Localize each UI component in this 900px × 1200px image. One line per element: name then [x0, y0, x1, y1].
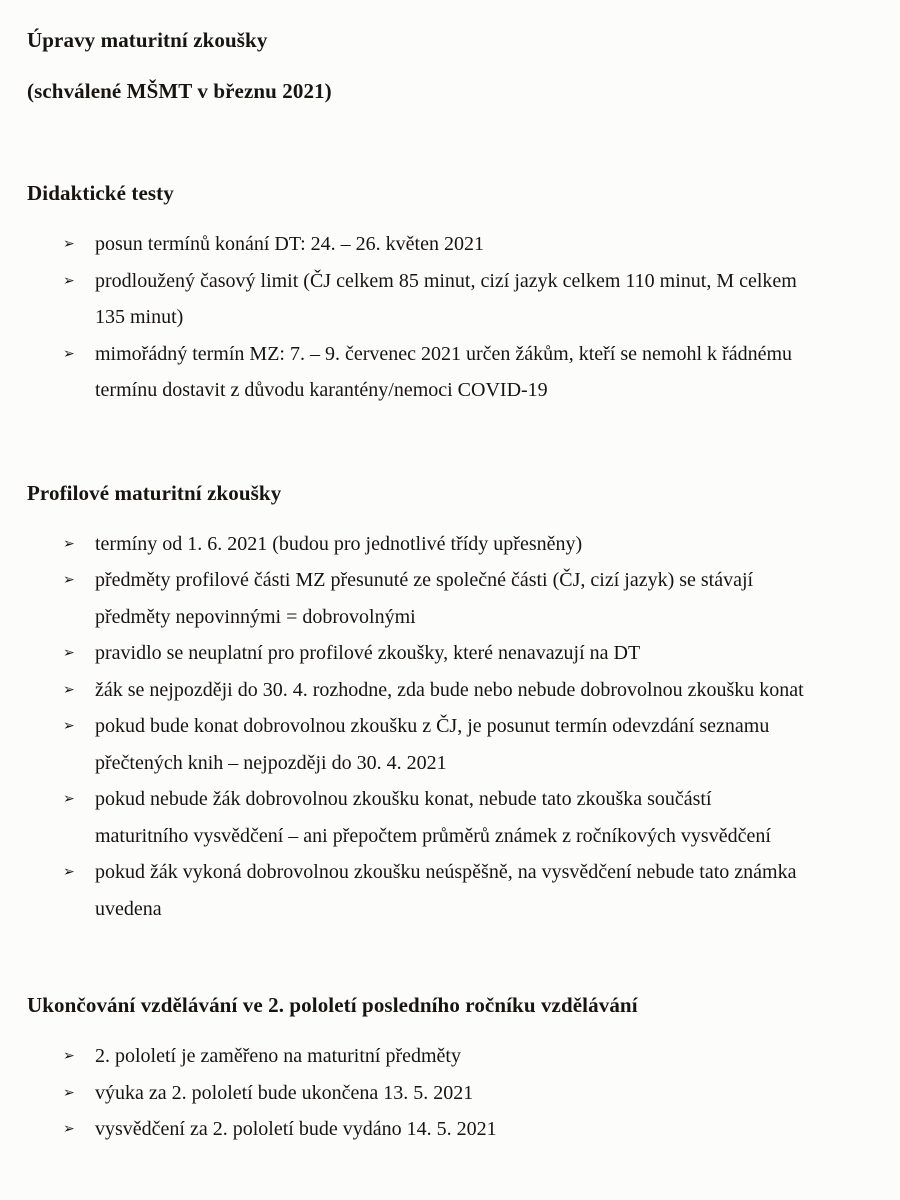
document-section — [27, 993, 872, 1148]
list-item-line: předměty profilové části MZ přesunuté ze společné části (ČJ, cizí jazyk) se stávají — [95, 569, 754, 591]
list-item-line: 135 minut) — [95, 306, 184, 328]
list-item — [63, 854, 872, 927]
arrow-bullet-icon: ➢ — [63, 681, 75, 698]
bullet-list — [27, 526, 872, 928]
arrow-bullet-icon: ➢ — [63, 272, 75, 289]
section-heading: Profilové maturitní zkoušky — [27, 480, 282, 505]
list-item-line: prodloužený časový limit (ČJ celkem 85 minut, cizí jazyk celkem 110 minut, M celkem — [95, 269, 797, 292]
list-item-text — [95, 708, 872, 781]
arrow-bullet-icon: ➢ — [63, 1048, 75, 1064]
list-item-text — [95, 781, 872, 854]
arrow-bullet-icon: ➢ — [63, 535, 75, 552]
list-item-line: výuka za 2. pololetí bude ukončena 13. 5. 2021 — [95, 1081, 474, 1104]
list-item-text — [95, 1038, 872, 1075]
list-item — [63, 708, 872, 781]
list-item-text — [95, 562, 872, 635]
list-item-text — [95, 854, 872, 927]
list-item — [63, 526, 872, 563]
list-item — [63, 1075, 872, 1112]
section-heading: Didaktické testy — [27, 181, 174, 205]
list-item-line: maturitního vysvědčení – ani přepočtem průměrů známek z ročníkových vysvědčení — [95, 824, 771, 847]
list-item-line: mimořádný termín MZ: 7. – 9. červenec 2021 určen žákům, kteří se nemohl k řádnému — [95, 342, 793, 365]
list-item — [63, 562, 872, 635]
document-section — [27, 481, 872, 928]
arrow-bullet-icon: ➢ — [63, 1121, 75, 1137]
arrow-bullet-icon: ➢ — [63, 718, 75, 734]
list-item — [63, 336, 872, 409]
section-heading: Ukončování vzdělávání ve 2. pololetí posledního ročníku vzdělávání — [27, 993, 638, 1017]
list-item — [63, 226, 872, 263]
list-item-text — [95, 336, 872, 409]
bullet-list — [27, 226, 872, 409]
document-title: Úpravy maturitní zkoušky — [27, 28, 268, 52]
list-item-line: pokud nebude žák dobrovolnou zkoušku konat, nebude tato zkouška součástí — [95, 788, 712, 810]
list-item-line: 2. pololetí je zaměřeno na maturitní předměty — [95, 1045, 461, 1067]
list-item — [63, 1111, 872, 1148]
list-item-line: pokud žák vykoná dobrovolnou zkoušku neúspěšně, na vysvědčení nebude tato známka — [95, 861, 797, 883]
arrow-bullet-icon: ➢ — [63, 864, 75, 880]
document-section — [27, 181, 872, 409]
list-item-text — [95, 672, 872, 709]
list-item-text — [95, 1075, 872, 1112]
list-item-line: přečtených knih – nejpozději do 30. 4. 2021 — [95, 751, 447, 774]
list-item-text — [95, 1111, 872, 1148]
list-item — [63, 635, 872, 672]
list-item-line: posun termínů konání DT: 24. – 26. květen 2021 — [95, 233, 484, 255]
list-item-line: předměty nepovinnými = dobrovolnými — [95, 605, 416, 628]
list-item — [63, 672, 872, 709]
document-subtitle: (schválené MŠMT v březnu 2021) — [27, 79, 332, 103]
list-item-line: termínu dostavit z důvodu karantény/nemoci COVID-19 — [95, 379, 548, 401]
arrow-bullet-icon: ➢ — [63, 236, 75, 252]
list-item-text — [95, 526, 872, 563]
list-item-line: termíny od 1. 6. 2021 (budou pro jednotlivé třídy upřesněny) — [95, 532, 583, 555]
sections-container — [27, 181, 872, 1148]
arrow-bullet-icon: ➢ — [63, 572, 75, 588]
document-page — [0, 28, 900, 1200]
arrow-bullet-icon: ➢ — [63, 645, 75, 661]
list-item-text — [95, 226, 872, 263]
arrow-bullet-icon: ➢ — [63, 345, 75, 362]
list-item — [63, 781, 872, 854]
list-item-line: vysvědčení za 2. pololetí bude vydáno 14. 5. 2021 — [95, 1118, 497, 1140]
list-item — [63, 1038, 872, 1075]
arrow-bullet-icon: ➢ — [63, 1084, 75, 1101]
list-item-text — [95, 635, 872, 672]
list-item-text — [95, 263, 872, 336]
list-item-line: pravidlo se neuplatní pro profilové zkoušky, které nenavazují na DT — [95, 642, 641, 664]
arrow-bullet-icon: ➢ — [63, 791, 75, 807]
bullet-list — [27, 1038, 872, 1148]
list-item — [63, 263, 872, 336]
list-item-line: žák se nejpozději do 30. 4. rozhodne, zda bude nebo nebude dobrovolnou zkoušku konat — [95, 678, 804, 701]
list-item-line: pokud bude konat dobrovolnou zkoušku z ČJ, je posunut termín odevzdání seznamu — [95, 715, 770, 737]
list-item-line: uvedena — [95, 897, 162, 920]
